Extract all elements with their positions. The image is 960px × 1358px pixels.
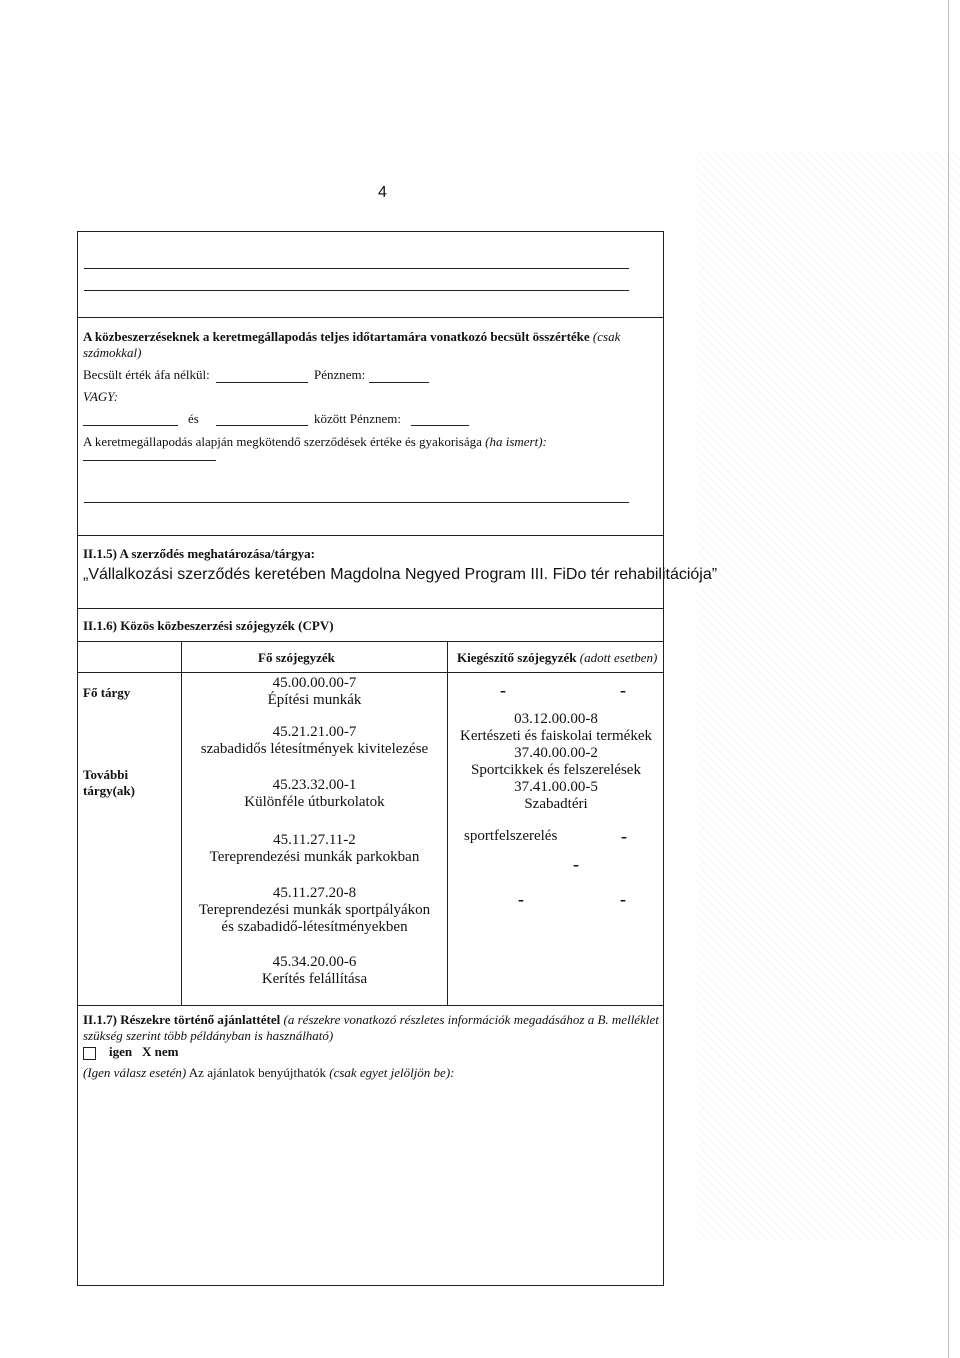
lots-no-label: X nem [142,1044,179,1059]
currency-label: Pénznem: [314,367,366,382]
range-to-field[interactable] [216,425,308,426]
cpv-entry: 45.21.21.00-7 szabadidős létesítmények kivitelezése [200,724,429,757]
lots-heading: II.1.7) Részekre történő ajánlattétel (a részekre vonatkozó részletes információk megadásához a B. melléklet [83,1012,659,1027]
lots-yes-label: igen [109,1044,133,1059]
lots-yes-checkbox[interactable] [83,1047,96,1060]
form-box [77,231,718,1286]
cpv-row-main: Fő tárgy [83,685,131,700]
cpv-col-supp: Kiegészítő szójegyzék (adott esetben) [457,650,658,665]
scan-noise [698,150,960,1240]
currency-field[interactable] [369,382,429,383]
estimated-value-field[interactable] [216,382,308,383]
scan-edge-line [948,0,949,1358]
cpv-entry: 45.11.27.11-2 Tereprendezési munkák parkokban [209,832,420,865]
estimated-value-label: Becsült érték áfa nélkül: [83,367,210,382]
cpv-dash: - [620,680,626,700]
budget-heading-note: számokkal) [83,345,142,360]
cpv-header-divider [78,672,663,673]
between-currency-label: között Pénznem: [314,411,402,426]
cpv-row-further-1: További [83,767,129,782]
or-label: VAGY: [83,389,119,404]
blank-line-1 [84,268,629,269]
section-divider-2 [78,535,663,536]
cpv-dash: - [621,826,627,846]
and-label: és [188,411,199,426]
cpv-supp-entry: 03.12.00.00-8 Kertészeti és faiskolai termékek 37.40.00.00-2 Sportcikkek és felszerelések 37.41.00.00-5 Szabadtéri [460,711,652,812]
cpv-heading: II.1.6) Közös közbeszerzési szójegyzék (CPV) [83,618,334,633]
cpv-dash: - [518,889,524,909]
subject-value: „Vállalkozási szerződés keretében Magdolna Negyed Program III. FiDo tér rehabilitációja” [83,566,718,583]
range-currency-field[interactable] [411,425,469,426]
blank-line-2 [84,290,629,291]
cpv-dash: - [500,680,506,700]
cpv-dash: - [573,854,579,874]
subject-heading: II.1.5) A szerződés meghatározása/tárgya: [83,546,315,561]
cpv-entry: 45.34.20.00-6 Kerítés felállítása [261,954,368,987]
section-divider-4 [78,1005,663,1006]
frequency-label: A keretmegállapodás alapján megkötendő szerződések értéke és gyakorisága (ha ismert): [83,434,547,449]
cpv-col-main: Fő szójegyzék [258,650,335,665]
cpv-col-divider-2 [447,641,448,1005]
range-from-field[interactable] [83,425,178,426]
budget-heading: A közbeszerzéseknek a keretmegállapodás teljes időtartamára vonatkozó becsült összértéke (csak [83,329,621,344]
cpv-entry: 45.11.27.20-8 Tereprendezési munkák sportpályákon és szabadidő-létesítményekben [198,885,431,935]
cpv-main-entry: 45.00.00.00-7 Építési munkák [267,675,362,708]
section-divider-1 [78,317,663,318]
cpv-supp-entry: sportfelszerelés [464,828,558,844]
page-number: 4 [378,184,387,201]
frequency-field[interactable] [83,460,216,461]
lots-heading-note: szükség szerint több példányban is használható) [83,1028,334,1043]
cpv-row-further-2: tárgy(ak) [83,783,135,798]
blank-line-3 [84,502,629,503]
cpv-entry: 45.23.32.00-1 Különféle útburkolatok [244,777,385,810]
section-divider-3 [78,608,663,609]
lots-if-yes: (Igen válasz esetén) Az ajánlatok benyújthatók (csak egyet jelöljön be): [83,1065,455,1080]
cpv-table-top [78,641,663,642]
cpv-dash: - [620,889,626,909]
